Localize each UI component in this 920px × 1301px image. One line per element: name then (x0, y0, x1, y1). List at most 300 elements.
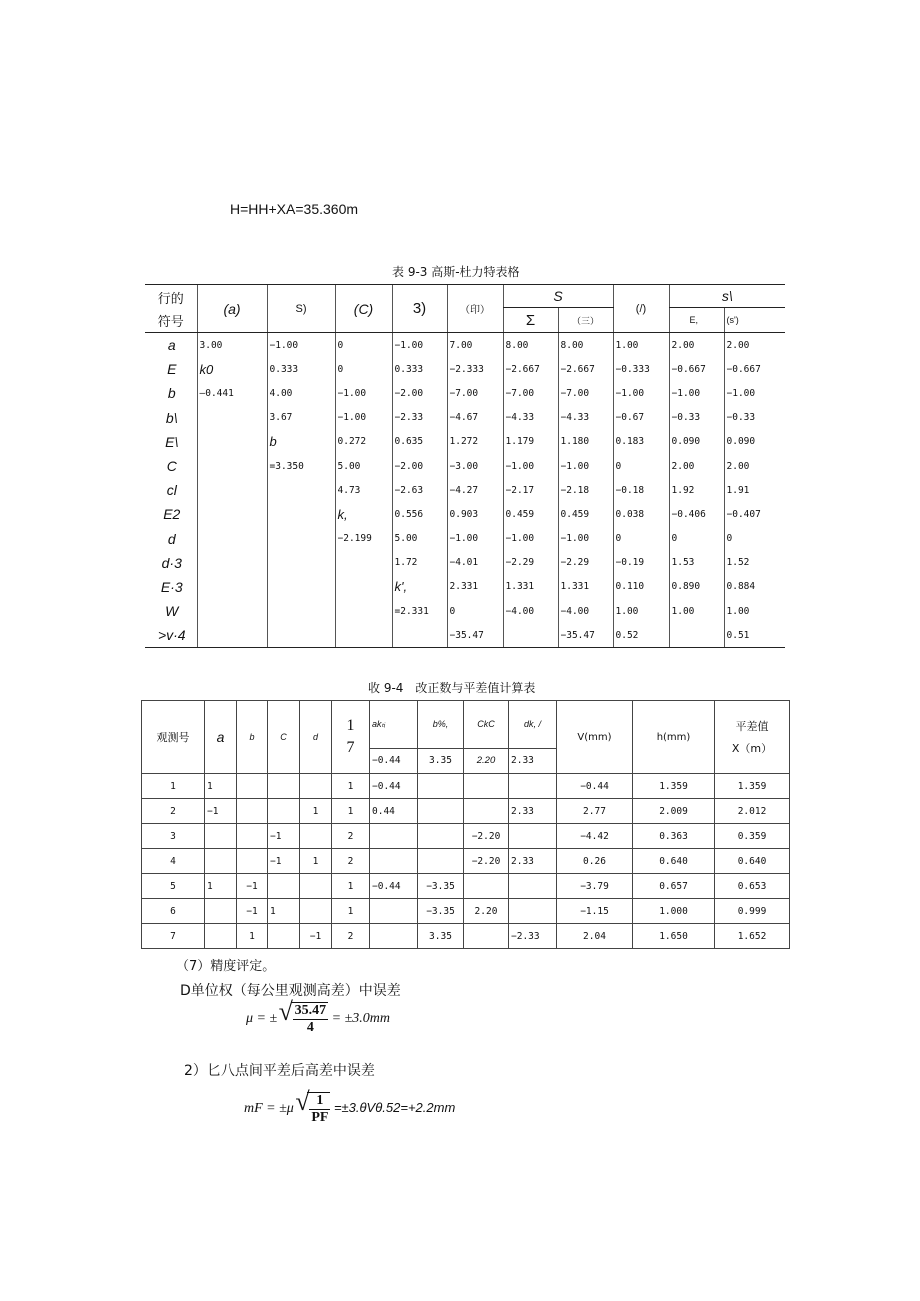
table-9-3-caption: 表 9-3 高斯-杜力特表格 (392, 265, 520, 279)
ck-value: 2.20 (464, 748, 509, 773)
col-b-header: b (237, 701, 268, 774)
table-cell: −1.00 (558, 527, 613, 551)
table-cell (267, 575, 335, 599)
table-cell-bk (418, 774, 464, 799)
col-c-header: C (268, 701, 300, 774)
table-cell (197, 430, 267, 454)
table-cell-d (300, 899, 332, 924)
table-cell (335, 599, 392, 623)
table-cell: −2.33 (392, 406, 447, 430)
col-weight-header (332, 701, 370, 774)
table-cell (197, 454, 267, 478)
adjusted-title: 平差值 (735, 720, 769, 733)
table-cell: −7.00 (503, 381, 558, 405)
table-cell-dk (509, 774, 557, 799)
table-cell: 0 (613, 527, 669, 551)
col-ck-header: CkC (464, 701, 509, 749)
table-cell (197, 406, 267, 430)
table-cell: −2.00 (392, 381, 447, 405)
mf-numerator: √ 1 (309, 1093, 330, 1110)
table-cell: 2.331 (447, 575, 503, 599)
table-cell: −0.33 (669, 406, 724, 430)
row-label: b (167, 385, 176, 402)
table-cell (267, 527, 335, 551)
table-cell: −35.47 (447, 623, 503, 648)
table-cell: =2.331 (392, 599, 447, 623)
col-bk-header: b%, (418, 701, 464, 749)
table-cell (197, 575, 267, 599)
col-ak-header: akₜᵢ (370, 701, 418, 749)
table-cell-h: 2.009 (633, 799, 715, 824)
table-cell-v: 2.04 (557, 924, 633, 949)
mu-fraction (293, 1003, 329, 1036)
table-cell: 1.331 (558, 575, 613, 599)
col-a-header: (a) (197, 285, 267, 333)
table-cell-dk (509, 824, 557, 849)
table-row (145, 381, 785, 405)
table-cell (197, 478, 267, 502)
table-cell-v: −3.79 (557, 874, 633, 899)
table-cell: −4.33 (558, 406, 613, 430)
table-cell: −2.333 (447, 357, 503, 381)
table-cell: −0.333 (613, 357, 669, 381)
table-cell: −1.00 (335, 406, 392, 430)
mf-rhs: =±3.θVθ.52=+2.2mm (333, 1100, 456, 1116)
table-cell: 0.52 (613, 623, 669, 648)
dk-value: 2.33 (509, 748, 557, 773)
table-cell: −0.19 (613, 551, 669, 575)
table-cell-h: 0.640 (633, 849, 715, 874)
table-cell: −0.407 (724, 502, 785, 526)
table-cell (197, 551, 267, 575)
table-cell-v: −0.44 (557, 774, 633, 799)
row-label: a (167, 337, 176, 354)
table-cell-ck: 2.20 (464, 899, 509, 924)
col-yin-header: （印） (447, 285, 503, 333)
table-cell (503, 623, 558, 648)
table-cell-p: 1 (332, 774, 370, 799)
table-cell: −3.00 (447, 454, 503, 478)
table-cell-bk (418, 799, 464, 824)
table-cell: 1.179 (503, 430, 558, 454)
table-cell-no: 7 (142, 924, 205, 949)
s2-sub1-header: E, (669, 308, 724, 333)
table-cell: k, (335, 502, 392, 526)
table-cell: 0 (335, 357, 392, 381)
table-cell-x: 0.359 (715, 824, 790, 849)
table-cell-ck (464, 874, 509, 899)
table-cell: −2.29 (558, 551, 613, 575)
table-row (145, 478, 785, 502)
table-cell: −2.29 (503, 551, 558, 575)
table-cell (392, 623, 447, 648)
row-label-header (145, 285, 197, 333)
table-cell-no: 4 (142, 849, 205, 874)
table-cell: −0.33 (724, 406, 785, 430)
col-dk-header: dk, / (509, 701, 557, 749)
row-label: d (167, 530, 176, 547)
table-cell: −1.00 (669, 381, 724, 405)
table-cell: 1.331 (503, 575, 558, 599)
table-cell-ak: −0.44 (370, 774, 418, 799)
row-label: d·3 (161, 554, 182, 571)
table-cell-no: 2 (142, 799, 205, 824)
table-cell-b: 1 (237, 924, 268, 949)
mu-numerator: √ 35.47 (294, 1003, 327, 1018)
adjusted-diff-error-label: 2）匕八点间平差后高差中误差 (184, 1063, 375, 1079)
table-cell-p: 1 (332, 799, 370, 824)
table-cell: −1.00 (392, 333, 447, 358)
table-row (142, 799, 790, 824)
s-group-header: S (503, 285, 613, 308)
table-cell: −1.00 (503, 527, 558, 551)
table-cell-c: 1 (268, 899, 300, 924)
table-cell: −1.00 (267, 333, 335, 358)
table-cell: 0.183 (613, 430, 669, 454)
row-label: E\ (165, 433, 179, 450)
table-cell: 0.459 (558, 502, 613, 526)
table-cell (335, 623, 392, 648)
table-cell: −35.47 (558, 623, 613, 648)
table-cell (335, 575, 392, 599)
s2-sub2-header: (s') (724, 308, 785, 333)
table-cell-ak: −0.44 (370, 874, 418, 899)
table-cell-p: 1 (332, 899, 370, 924)
table-cell-b (237, 824, 268, 849)
table-cell-ak (370, 849, 418, 874)
table-cell-a: 1 (205, 774, 237, 799)
table-cell: −7.00 (558, 381, 613, 405)
table-cell: 3.67 (267, 406, 335, 430)
table-cell: 5.00 (392, 527, 447, 551)
table-cell: −0.406 (669, 502, 724, 526)
sigma-header: Σ (503, 308, 558, 333)
table-cell (335, 551, 392, 575)
table-cell: −2.18 (558, 478, 613, 502)
table-cell: 2.00 (724, 454, 785, 478)
mf-formula (244, 1092, 455, 1126)
table-cell: 0 (335, 333, 392, 358)
table-cell: 8.00 (558, 333, 613, 358)
table-cell-x: 0.653 (715, 874, 790, 899)
table-row (142, 924, 790, 949)
table-cell-c (268, 924, 300, 949)
table-cell: —0.441 (197, 381, 267, 405)
row-label: E (167, 361, 177, 378)
table-cell-dk: −2.33 (509, 924, 557, 949)
row-label: >v·4 (145, 623, 197, 648)
table-cell-ck: −2.20 (464, 849, 509, 874)
table-cell-c (268, 874, 300, 899)
table-row (142, 874, 790, 899)
table-row (142, 774, 790, 799)
gauss-doolittle-table (145, 284, 785, 648)
table-cell-a (205, 824, 237, 849)
mu-sqrt (291, 1002, 329, 1036)
table-cell: −4.33 (503, 406, 558, 430)
table-cell: −2.667 (558, 357, 613, 381)
table-cell-a (205, 849, 237, 874)
precision-heading: （7）精度评定。 (176, 959, 276, 974)
table-cell: 0 (669, 527, 724, 551)
table-cell: =3.350 (267, 454, 335, 478)
table-row (145, 430, 785, 454)
table-cell: −2.63 (392, 478, 447, 502)
table-cell: −1.00 (447, 527, 503, 551)
table-cell: 2.00 (669, 454, 724, 478)
table-cell: 0.635 (392, 430, 447, 454)
table-cell-v: 0.26 (557, 849, 633, 874)
row-label: E2 (163, 506, 181, 523)
table-cell-p: 1 (332, 874, 370, 899)
table-cell-ak (370, 924, 418, 949)
table-cell (267, 551, 335, 575)
table-cell: 1.272 (447, 430, 503, 454)
row-label: cl (166, 482, 177, 499)
table-cell-d: 1 (300, 849, 332, 874)
table-cell: 0 (613, 454, 669, 478)
table-cell: −4.01 (447, 551, 503, 575)
table-cell-c: −1 (268, 849, 300, 874)
mu-denominator: 4 (306, 1020, 314, 1035)
col-h-header: h(mm) (633, 701, 715, 774)
table-cell: 1.92 (669, 478, 724, 502)
mu-formula (246, 1002, 390, 1036)
table-cell-d: 1 (300, 799, 332, 824)
col-a-header: a (205, 701, 237, 774)
table-cell-ck: −2.20 (464, 824, 509, 849)
table-cell: 0.333 (392, 357, 447, 381)
table-cell-x: 1.359 (715, 774, 790, 799)
row-label-top: 行的 (157, 290, 184, 306)
table-cell-c: −1 (268, 824, 300, 849)
table-9-4-caption: 收 9-4 改正数与平差值计算表 (368, 681, 536, 695)
table-cell: k', (392, 575, 447, 599)
table-cell: 0.459 (503, 502, 558, 526)
table-cell: 1.72 (392, 551, 447, 575)
table-cell (669, 623, 724, 648)
table-cell: 1.52 (724, 551, 785, 575)
table-cell (267, 623, 335, 648)
table-cell-d (300, 824, 332, 849)
col-slash-header: (/) (613, 285, 669, 333)
table-cell: 1.00 (613, 599, 669, 623)
table-cell-d (300, 874, 332, 899)
table-cell: 0 (724, 527, 785, 551)
table-cell-bk: 3.35 (418, 924, 464, 949)
table-cell: 4.00 (267, 381, 335, 405)
correction-adjustment-table (141, 700, 790, 949)
table-cell: −2.199 (335, 527, 392, 551)
mu-rhs: = ±3.0mm (331, 1011, 391, 1027)
table-cell: k0 (197, 357, 267, 381)
table-cell: 1.00 (613, 333, 669, 358)
table-cell (197, 502, 267, 526)
table-cell: 0.51 (724, 623, 785, 648)
table-cell-p: 2 (332, 924, 370, 949)
table-cell: 0.890 (669, 575, 724, 599)
height-formula-text: H=HH+XA=35.360m (230, 201, 359, 217)
table-cell: 5.00 (335, 454, 392, 478)
table-cell-x: 0.640 (715, 849, 790, 874)
table-cell-ak: 0.44 (370, 799, 418, 824)
table-cell-dk (509, 899, 557, 924)
table-cell: 1.91 (724, 478, 785, 502)
table-cell-d (300, 774, 332, 799)
table-row (145, 623, 785, 648)
table-cell (197, 527, 267, 551)
table-cell: −1.00 (724, 381, 785, 405)
table-cell-b (237, 774, 268, 799)
col-d-header: d (300, 701, 332, 774)
table-cell-bk (418, 849, 464, 874)
mf-denominator: PF (311, 1110, 329, 1125)
table-cell-ck (464, 799, 509, 824)
table-cell: 0.272 (335, 430, 392, 454)
table-cell-h: 1.650 (633, 924, 715, 949)
table-cell-h: 0.363 (633, 824, 715, 849)
mf-fraction (309, 1093, 330, 1126)
table-row (142, 849, 790, 874)
table-cell: 1.53 (669, 551, 724, 575)
table-cell: 3.00 (197, 333, 267, 358)
row-label: C (166, 458, 177, 475)
table-cell: −2.17 (503, 478, 558, 502)
col-c-header: (C) (335, 285, 392, 333)
table-cell-no: 1 (142, 774, 205, 799)
table-cell: −4.00 (558, 599, 613, 623)
table-cell-bk (418, 824, 464, 849)
table-cell: 0.884 (724, 575, 785, 599)
table-cell: −4.00 (503, 599, 558, 623)
table-cell: 2.00 (669, 333, 724, 358)
table-row (145, 406, 785, 430)
table-cell (267, 599, 335, 623)
s2-group-header: s\ (669, 285, 785, 308)
table-row (142, 824, 790, 849)
table-cell: −0.18 (613, 478, 669, 502)
table-cell-ck (464, 924, 509, 949)
table-cell: 0.090 (669, 430, 724, 454)
table-cell-dk: 2.33 (509, 799, 557, 824)
table-cell: −4.67 (447, 406, 503, 430)
weight-seven: 7 (346, 739, 355, 756)
obs-no-header: 观测号 (142, 701, 205, 774)
table-cell: 1.00 (669, 599, 724, 623)
table-row (145, 502, 785, 526)
s-sub2-header: （三） (558, 308, 613, 333)
mu-lhs: μ = ± (246, 1011, 278, 1027)
table-cell (267, 502, 335, 526)
table-cell (197, 623, 267, 648)
table-cell: 2.00 (724, 333, 785, 358)
table-cell: −2.667 (503, 357, 558, 381)
row-label: b\ (165, 409, 178, 426)
table-cell-ak (370, 899, 418, 924)
col-v-header: V(mm) (557, 701, 633, 774)
table-cell-no: 6 (142, 899, 205, 924)
table-cell: −1.00 (558, 454, 613, 478)
table-cell: 1.180 (558, 430, 613, 454)
table-cell: 0.903 (447, 502, 503, 526)
row-label: E·3 (160, 578, 183, 595)
table-cell: 0.556 (392, 502, 447, 526)
table-cell (197, 599, 267, 623)
bk-value: 3.35 (418, 748, 464, 773)
table-cell: −0.667 (669, 357, 724, 381)
table-cell: −1.00 (335, 381, 392, 405)
table-cell: 1.00 (724, 599, 785, 623)
table-cell-dk (509, 874, 557, 899)
table-cell-v: 2.77 (557, 799, 633, 824)
table-cell: 7.00 (447, 333, 503, 358)
table-cell: 0 (447, 599, 503, 623)
table-cell-a (205, 924, 237, 949)
table-row (145, 527, 785, 551)
col-s-header: S) (267, 285, 335, 333)
table-cell-no: 5 (142, 874, 205, 899)
table-cell-b (237, 849, 268, 874)
table-cell-b (237, 799, 268, 824)
table-cell: 8.00 (503, 333, 558, 358)
table-cell-x: 2.012 (715, 799, 790, 824)
table-cell-x: 0.999 (715, 899, 790, 924)
table-cell-dk: 2.33 (509, 849, 557, 874)
col-3-header: 3) (392, 285, 447, 333)
table-cell-p: 2 (332, 824, 370, 849)
table-cell-x: 1.652 (715, 924, 790, 949)
table-cell-ck (464, 774, 509, 799)
row-label: W (165, 603, 179, 620)
table-cell: 4.73 (335, 478, 392, 502)
table-cell-p: 2 (332, 849, 370, 874)
table-cell-v: −1.15 (557, 899, 633, 924)
ak-value: −0.44 (370, 748, 418, 773)
table-cell: 0.110 (613, 575, 669, 599)
table-cell-no: 3 (142, 824, 205, 849)
table-row (145, 551, 785, 575)
table-cell-b: −1 (237, 899, 268, 924)
table-row (145, 575, 785, 599)
table-row (145, 333, 785, 358)
table-cell-ak (370, 824, 418, 849)
table-cell: −1.00 (503, 454, 558, 478)
table-cell-a: 1 (205, 874, 237, 899)
mf-sqrt (307, 1092, 330, 1126)
table-cell: −1.00 (613, 381, 669, 405)
row-label-bottom: 符号 (157, 313, 184, 329)
table-cell: −0.67 (613, 406, 669, 430)
table-cell-h: 0.657 (633, 874, 715, 899)
table-cell-h: 1.000 (633, 899, 715, 924)
table-cell-a: −1 (205, 799, 237, 824)
table-cell-bk: −3.35 (418, 899, 464, 924)
mf-lhs: mF = ±μ (244, 1101, 294, 1117)
table-cell: −4.27 (447, 478, 503, 502)
table-cell-h: 1.359 (633, 774, 715, 799)
table-cell-d: −1 (300, 924, 332, 949)
table-cell-a (205, 899, 237, 924)
table-cell: −7.00 (447, 381, 503, 405)
table-cell: −2.00 (392, 454, 447, 478)
table-row (145, 599, 785, 623)
unit-weight-error-label: D单位权（每公里观测高差）中误差 (180, 983, 401, 999)
table-cell: 0.038 (613, 502, 669, 526)
adjusted-unit: X（m） (731, 742, 773, 755)
table-cell: 0.090 (724, 430, 785, 454)
table-row (145, 454, 785, 478)
table-row (145, 357, 785, 381)
